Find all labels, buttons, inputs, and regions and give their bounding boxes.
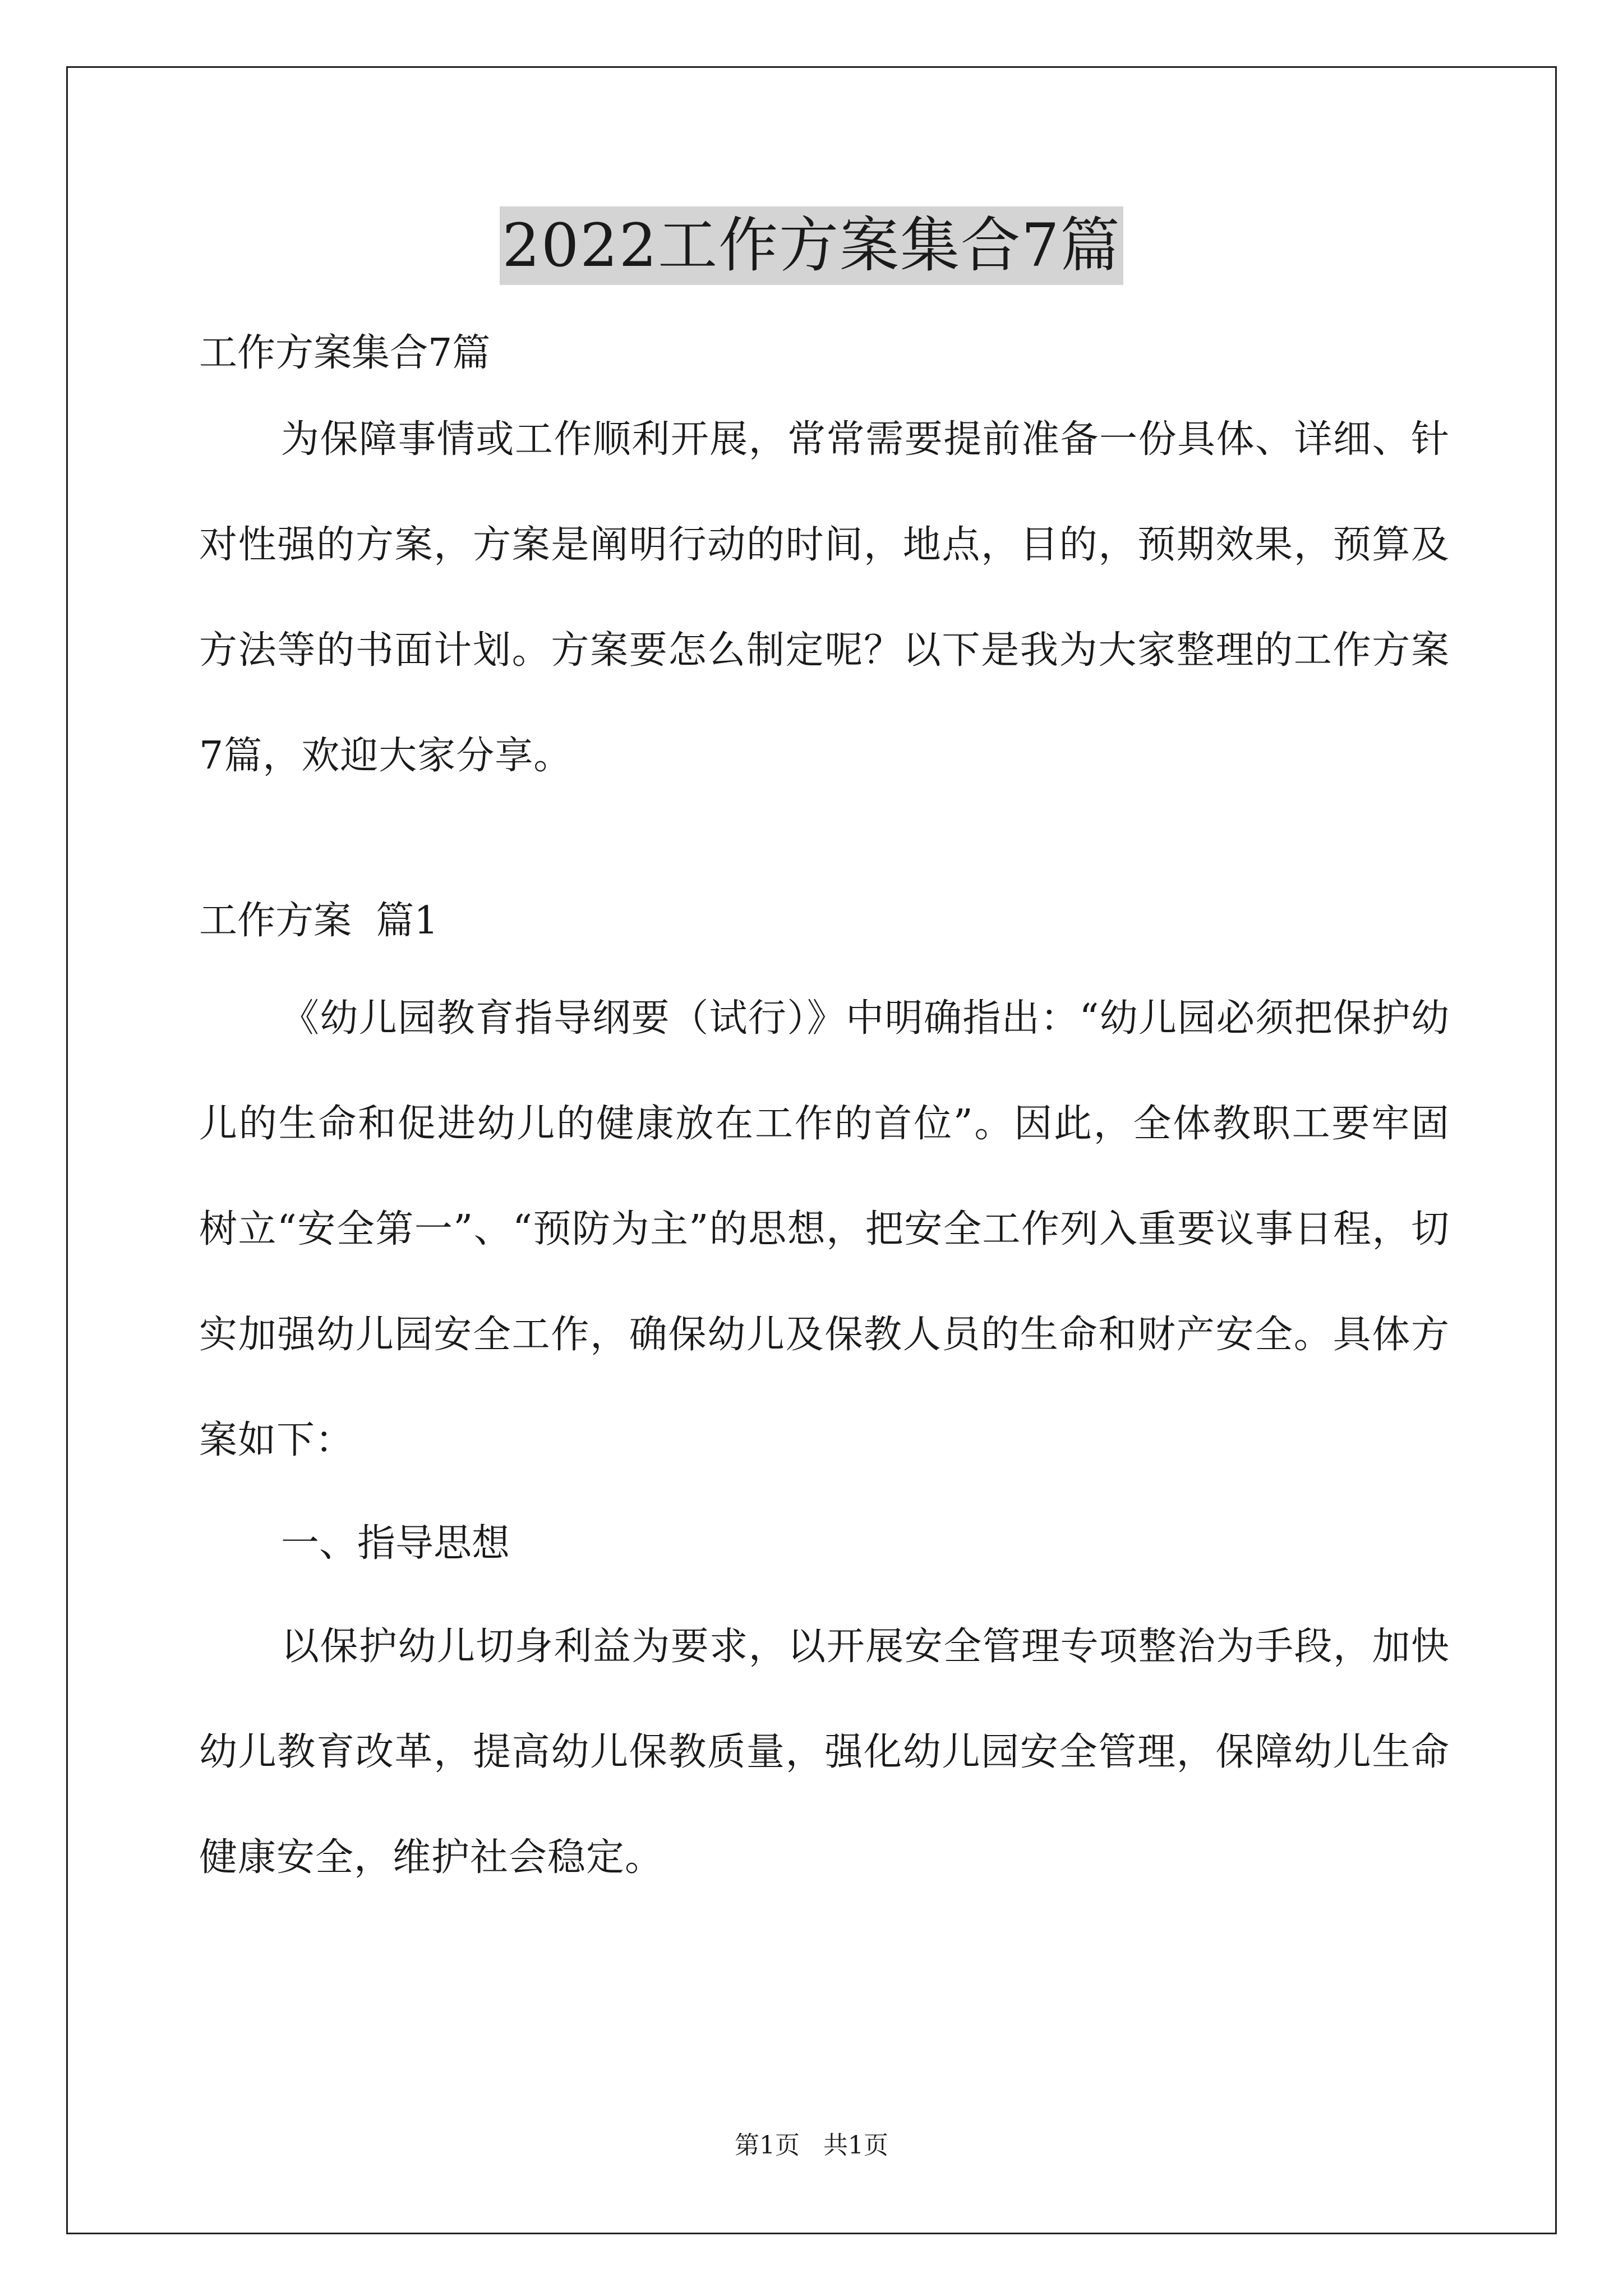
page-number-total: 共1页: [823, 2131, 888, 2160]
subsection-1-heading: 一、指导思想: [281, 1521, 510, 1566]
intro-paragraph: 为保障事情或工作顺利开展，常常需要提前准备一份具体、详细、针对性强的方案，方案是阐明行动的时间，地点，目的，预期效果，预算及方法等的书面计划。方案要怎么制定呢？以下是我为大家整理的工作方案7篇，欢迎大家分享。: [199, 417, 1450, 778]
document-body: [199, 314, 1450, 1911]
document-title: 2022工作方案集合7篇: [500, 206, 1123, 285]
subsection-1-paragraph: 以保护幼儿切身利益为要求，以开展安全管理专项整治为手段，加快幼儿教育改革，提高幼儿保教质量，强化幼儿园安全管理，保障幼儿生命健康安全，维护社会稳定。: [199, 1625, 1450, 1880]
section-1-paragraph: 《幼儿园教育指导纲要（试行）》中明确指出：“幼儿园必须把保护幼儿的生命和促进幼儿的健康放在工作的首位”。因此，全体教职工要牢固树立“安全第一”、“预防为主”的思想，把安全工作列入重要议事日程，切实加强幼儿园安全工作，确保幼儿及保教人员的生命和财产安全。具体方案如下：: [199, 996, 1450, 1462]
title-wrapper: [0, 206, 1623, 285]
section-1-heading: 工作方案 篇1: [199, 899, 439, 943]
page-number-current: 第1页: [735, 2131, 800, 2160]
page-footer: [0, 2129, 1623, 2162]
document-subtitle: 工作方案集合7篇: [199, 331, 491, 375]
